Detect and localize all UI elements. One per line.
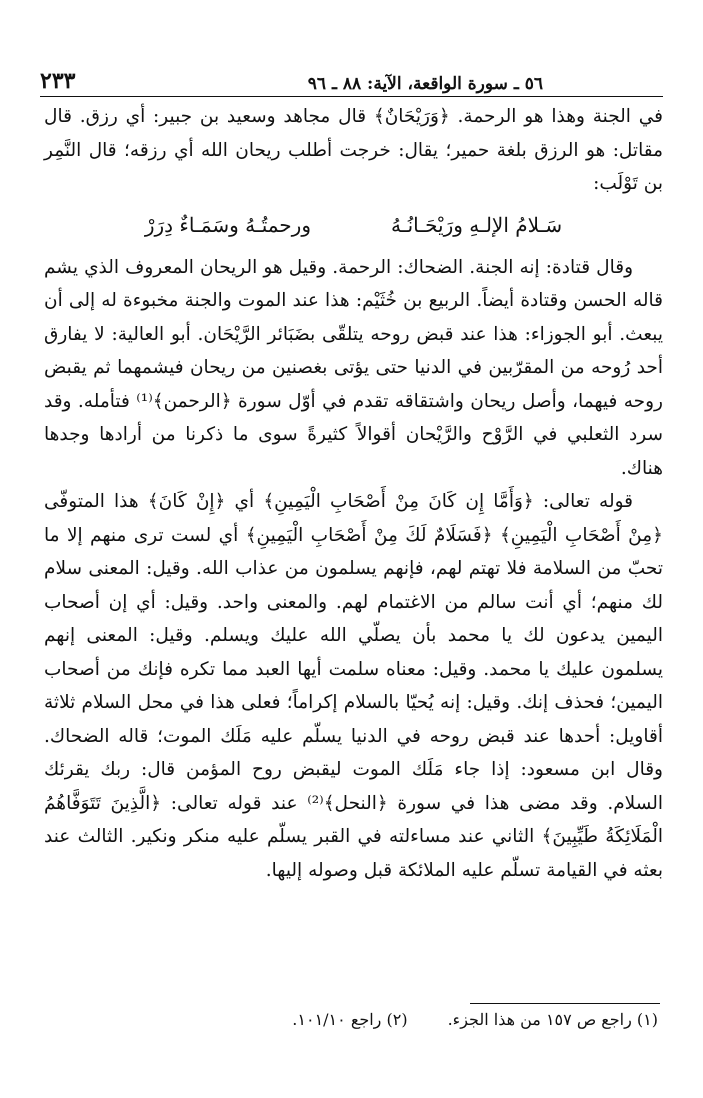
verse-hemistich-2: ورحمتُـهُ وسَمَـاءٌ دِرَرْ [144, 212, 311, 237]
paragraph-3: قوله تعالى: ﴿وَأَمَّا إِن كَانَ مِنْ أَصْحَابِ الْيَمِينِ﴾ أي ﴿إِنْ كَانَ﴾ هذا المتوفّى ﴿مِنْ أَصْحَابِ الْيَمِينِ﴾ ﴿فَسَلَامٌ لَكَ مِنْ أَصْحَابِ الْيَمِينِ﴾ أي لست ترى منهم إلا ما تحبّ من السلامة فلا تهتم لهم، فإنهم يسلمون من عذاب الله. وقيل: المعنى سلام لك منهم؛ أي أنت سالم من الاغتمام لهم. والمعنى واحد. وقيل: أي إن أصحاب اليمين يدعون لك يا محمد بأن يصلّي الله عليك ويسلم. وقيل: المعنى إنهم يسلمون عليك يا محمد. وقيل: معناه سلمت أيها العبد مما تكره فإنك من أصحاب اليمين؛ فحذف إنك. وقيل: إنه يُحيّا بالسلام إكراماً؛ فعلى هذا في محل السلام ثلاثة أقاويل: أحدها عند قبض روحه في الدنيا يسلّم عليه مَلَك الموت؛ قاله الضحاك. وقال ابن مسعود: إذا جاء مَلَك الموت ليقبض روح المؤمن قال: ربك يقرئك السلام. وقد مضى هذا في سورة ﴿النحل﴾⁽²⁾ عند قوله تعالى: ﴿الَّذِينَ تَتَوَفَّاهُمُ الْمَلَائِكَةُ طَيِّبِينَ﴾ الثاني عند مساءلته في القبر يسلّم عليه منكر ونكير. الثالث عند بعثه في القيامة تسلّم عليه الملائكة قبل وصوله إليها. [44, 491, 663, 881]
header-rule [40, 96, 663, 97]
running-title: ٥٦ ـ سورة الواقعة، الآية: ٨٨ ـ ٩٦ [307, 74, 543, 94]
poetry-verse [44, 201, 663, 251]
footnotes [40, 1010, 658, 1029]
verse-hemistich-1: سَـلامُ الإلـهِ ورَيْحَـانُـهُ [390, 212, 563, 237]
paragraph-1: في الجنة وهذا هو الرحمة. ﴿وَرَيْحَانٌ﴾ قال مجاهد وسعيد بن جبير: أي رزق. قال مقاتل: هو الرزق بلغة حمير؛ يقال: خرجت أطلب ريحان الله أي رزقه؛ قال النَّمِر بن تَوْلَب: [44, 106, 663, 194]
footnote-1: (١) راجع ص ١٥٧ من هذا الجزء. [447, 1010, 658, 1029]
main-text [44, 100, 663, 887]
footnote-rule [470, 1003, 660, 1004]
paragraph-2: وقال قتادة: إنه الجنة. الضحاك: الرحمة. وقيل هو الريحان المعروف الذي يشم قاله الحسن وقتادة أيضاً. الربيع بن خُثَيْم: هذا عند الموت والجنة مخبوءة له إلى أن يبعث. أبو الجوزاء: هذا عند قبض روحه يتلقّى بضَبَائر الرَّيْحَان. أبو العالية: لا يفارق أحد رُوحه من المقرّبين في الدنيا حتى يؤتى بغصنين من ريحان فيشمهما ثم يقبض روحه فيهما، وأصل ريحان واشتقاقه تقدم في أوّل سورة ﴿الرحمن﴾⁽¹⁾ فتأمله. وقد سرد الثعلبي في الرَّوْح والرَّيْحان أقوالاً كثيرةً سوى ما ذكرنا من أرادها وجدها هناك. [44, 256, 663, 479]
footnote-2: (٢) راجع ١٠١/١٠. [292, 1010, 408, 1029]
page-number: ٢٣٣ [40, 68, 76, 94]
page-header [40, 58, 663, 94]
